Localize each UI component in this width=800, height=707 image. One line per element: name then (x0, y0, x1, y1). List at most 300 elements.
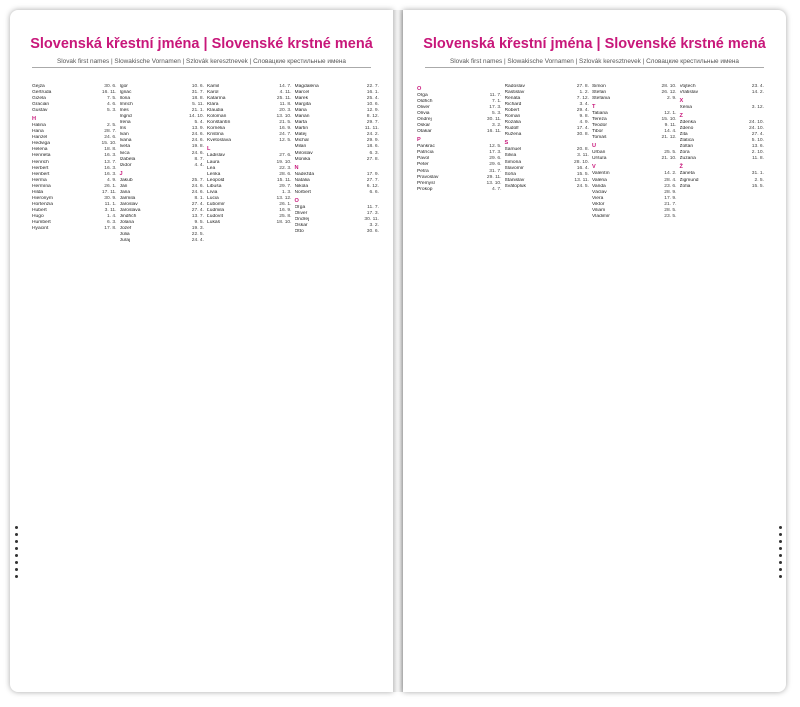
name-day-date: 24. 4. (191, 238, 204, 244)
name-day-date: 1. 3. (281, 189, 292, 195)
name-text: Xénia (679, 105, 693, 111)
name-text: Heribert (32, 171, 50, 177)
binding-hole (15, 568, 18, 571)
name-column (207, 84, 292, 678)
name-day-date: 22. 7. (366, 84, 379, 89)
name-text: Gracián (32, 102, 50, 108)
name-text: Ivan (119, 132, 129, 138)
name-text: Silvia (504, 153, 517, 159)
name-day-date: 3. 2. (369, 222, 379, 228)
letter-heading: Z (679, 113, 683, 120)
name-column (505, 84, 590, 678)
name-text: Igor (119, 84, 128, 89)
name-day-date: 13. 7. (104, 159, 117, 165)
name-text: Nadežda (294, 171, 315, 177)
name-text: Žigmund (679, 177, 699, 183)
binding-hole (15, 533, 18, 536)
name-text: Mária (294, 108, 307, 114)
name-text: Pavol (417, 156, 430, 162)
name-day-date: 24. 10. (749, 120, 764, 126)
name-text: Jarmila (119, 195, 136, 201)
name-text: Ivica (119, 150, 130, 156)
name-text: Viliam (592, 207, 606, 213)
name-text: Izabela (119, 156, 136, 162)
name-day-date: 14. 2. (751, 90, 764, 96)
name-day-date: 11. 8. (279, 102, 292, 108)
name-day-date: 29. 9. (366, 138, 379, 144)
book-spine (393, 10, 403, 692)
name-day-date: 29. 11. (486, 174, 502, 180)
name-text: Viktor (592, 201, 605, 207)
name-text: Zoltán (679, 144, 694, 150)
name-text: Tereza (592, 117, 607, 123)
name-text: Ivana (119, 138, 132, 144)
binding-hole (779, 526, 782, 529)
name-text: Petra (417, 168, 429, 174)
letter-heading: Ž (679, 164, 683, 171)
name-text: Michal (294, 138, 309, 144)
name-text: Kvetoslava (207, 138, 231, 144)
name-row (32, 226, 117, 232)
name-day-date: 13. 6. (751, 144, 764, 150)
name-day-date: 19. 10. (276, 159, 292, 165)
name-day-date: 17. 3. (489, 150, 502, 156)
name-day-date: 29. 6. (489, 162, 502, 168)
binding-hole (15, 526, 18, 529)
name-text: Jozef (119, 226, 132, 232)
name-text: Hugo (32, 213, 44, 219)
name-text: Gertrúda (32, 90, 52, 96)
name-row (680, 184, 765, 190)
name-day-date: 9. 11. (664, 123, 677, 129)
name-day-date: 13. 9. (191, 126, 204, 132)
name-day-date: 24. 7. (279, 132, 292, 138)
name-day-date: 17. 3. (489, 105, 502, 111)
name-text: Gejza (32, 84, 45, 89)
letter-heading: H (32, 116, 37, 123)
name-text: Zdenka (679, 120, 696, 126)
name-row (592, 135, 677, 141)
name-text: Konštantín (207, 120, 231, 126)
name-day-date: 11. 7. (489, 93, 502, 98)
name-day-date: 13. 11. (574, 177, 589, 183)
name-text: Laura (207, 159, 220, 165)
name-text: Monika (294, 156, 311, 162)
name-row (505, 184, 590, 190)
name-row (295, 157, 380, 163)
name-text: Pankrác (417, 144, 435, 150)
name-text: Hubert (32, 207, 47, 213)
name-row (207, 138, 292, 144)
name-text: Klaudia (207, 108, 224, 114)
name-text: Patrícia (417, 150, 434, 156)
name-day-date: 27. 8. (366, 156, 379, 162)
binding-hole (15, 540, 18, 543)
right-page (403, 10, 786, 692)
name-day-date: 19. 3. (191, 226, 204, 232)
name-text: Simona (504, 159, 522, 165)
name-day-date: 1. 4. (106, 213, 117, 219)
name-text: Hyacint (32, 226, 49, 232)
name-text: Ilona (119, 96, 131, 102)
name-day-date: 30. 6. (366, 228, 379, 234)
name-row (592, 214, 677, 220)
name-text: Žofia (679, 183, 691, 189)
name-text: Oľga (417, 93, 428, 98)
binding-hole (779, 568, 782, 571)
name-day-date: 28. 10. (574, 159, 589, 165)
name-day-date: 21. 12. (661, 135, 677, 141)
name-day-date: 28. 10. (661, 84, 677, 89)
name-day-date: 8. 7. (194, 156, 204, 162)
name-text: Herma (32, 177, 47, 183)
name-day-date: 9. 8. (579, 114, 589, 120)
name-day-date: 28. 5. (664, 207, 677, 213)
name-day-date: 14. 10. (189, 114, 204, 120)
letter-heading: S (504, 140, 509, 147)
name-day-date: 12. 1. (664, 111, 677, 117)
name-day-date: 17. 8. (104, 226, 117, 232)
name-text: Štefan (592, 90, 607, 96)
left-page (10, 10, 393, 692)
name-day-date: 8. 12. (366, 114, 379, 120)
name-day-date: 23. 5. (664, 213, 677, 219)
name-text: Oľga (294, 204, 306, 210)
name-column (680, 84, 765, 678)
name-day-date: 15. 5. (576, 171, 589, 177)
name-text: Pravoslav (417, 174, 439, 180)
name-text: Hilda (32, 189, 44, 195)
name-text: Leopold (207, 177, 225, 183)
name-day-date: 2. 5. (106, 123, 117, 129)
name-day-date: 29. 4. (576, 108, 589, 114)
name-column (417, 84, 502, 678)
name-day-date: 17. 11. (101, 189, 117, 195)
name-day-date: 31. 1. (751, 171, 764, 177)
binding-hole (15, 561, 18, 564)
letter-heading: L (207, 146, 211, 153)
name-text: Henrieta (32, 153, 51, 159)
name-text: Inés (119, 108, 129, 114)
name-day-date: 13. 7. (191, 213, 204, 219)
letter-heading: O (294, 197, 299, 204)
name-day-date: 18. 10. (276, 219, 292, 225)
name-day-date: 24. 5. (576, 183, 589, 189)
name-day-date: 23. 6. (664, 183, 677, 189)
name-text: Izidor (119, 162, 132, 168)
name-text: Katarína (207, 96, 226, 102)
name-day-date: 18. 8. (191, 96, 204, 102)
name-text: Vojtech (679, 84, 696, 89)
name-text: Ignác (119, 90, 132, 96)
name-text: Štefánia (592, 96, 610, 102)
name-row (417, 187, 502, 193)
name-text: Zora (679, 150, 690, 156)
name-text: Koloman (207, 114, 227, 120)
name-text: Jaroslava (119, 207, 141, 213)
name-text: Martin (294, 126, 309, 132)
name-day-date: 4. 9. (579, 120, 589, 126)
page-subtitle: Slovak first names | Slowakische Vornamen | Szlovák keresztnevek | Словацкие крестильные имена (32, 58, 371, 68)
name-day-date: 28. 9. (664, 189, 677, 195)
name-day-date: 28. 7. (104, 129, 117, 135)
binding-holes (776, 522, 784, 582)
name-text: Milan (294, 144, 307, 150)
name-text: Jindřich (119, 213, 137, 219)
letter-heading: N (294, 164, 299, 171)
name-day-date: 15. 5. (751, 183, 764, 189)
name-row (680, 90, 765, 96)
name-day-date: 2. 9. (666, 96, 677, 102)
name-day-date: 16. 11. (486, 129, 502, 135)
name-text: Marcel (294, 90, 310, 96)
name-day-date: 15. 11. (276, 177, 292, 183)
name-row (592, 96, 677, 102)
name-day-date: 17. 9. (366, 171, 379, 177)
name-text: Ondrej (417, 117, 432, 123)
name-day-date: 30. 8. (576, 132, 589, 138)
name-row (680, 156, 765, 162)
name-text: Otakar (417, 129, 432, 135)
name-day-date: 5. 3. (491, 111, 502, 117)
name-day-date: 24. 2. (366, 132, 379, 138)
name-text: Hieronym (32, 195, 53, 201)
name-day-date: 26. 12. (661, 90, 677, 96)
name-day-date: 24. 6. (191, 189, 204, 195)
name-text: Renáta (504, 96, 521, 102)
name-text: Oskar (417, 123, 431, 129)
name-day-date: 25. 5. (664, 150, 677, 156)
name-text: Oliver (417, 105, 430, 111)
name-day-date: 10. 6. (366, 102, 379, 108)
name-text: Samuel (504, 147, 522, 153)
name-column (120, 84, 205, 678)
name-day-date: 21. 5. (279, 120, 292, 126)
binding-hole (779, 540, 782, 543)
name-text: Imrich (119, 102, 133, 108)
name-text: Natália (294, 177, 310, 183)
name-day-date: 18. 8. (104, 147, 117, 153)
name-day-date: 16. 1. (366, 90, 379, 96)
name-text: Peter (417, 162, 429, 168)
name-text: Ľubomír (207, 201, 225, 207)
name-day-date: 17. 3. (366, 210, 379, 216)
name-text: Margita (294, 102, 311, 108)
letter-heading: T (592, 104, 596, 111)
name-day-date: 16. 3. (104, 171, 117, 177)
name-day-date: 6. 6. (369, 189, 379, 195)
name-day-date: 17. 9. (664, 195, 677, 201)
name-text: Humbert (32, 219, 51, 225)
name-text: Kamil (207, 84, 220, 89)
name-text: Václav (592, 189, 607, 195)
name-text: Lenka (207, 171, 221, 177)
name-text: Kristína (207, 132, 224, 138)
name-text: Helena (32, 147, 48, 153)
name-day-date: 2. 10. (751, 150, 764, 156)
name-day-date: 9. 5. (194, 219, 204, 225)
name-text: Hana (32, 129, 44, 135)
name-day-date: 31. 7. (191, 90, 204, 96)
name-day-date: 13. 10. (486, 180, 502, 186)
name-day-date: 3. 2. (491, 123, 502, 129)
name-columns (32, 84, 379, 678)
name-text: Oldřich (417, 99, 433, 105)
name-text: Richard (504, 102, 522, 108)
name-text: Norbert (294, 189, 311, 195)
name-day-date: 14. 7. (279, 84, 292, 89)
name-text: Ľudmila (207, 207, 225, 213)
name-day-date: 25. 4. (366, 96, 379, 102)
name-text: Matej (294, 132, 307, 138)
binding-hole (779, 533, 782, 536)
name-day-date: 30. 11. (364, 216, 379, 222)
name-day-date: 29. 7. (366, 120, 379, 126)
name-day-date: 4. 9. (106, 177, 117, 183)
binding-hole (15, 554, 18, 557)
name-day-date: 28. 4. (664, 177, 677, 183)
name-column (592, 84, 677, 678)
name-text: Ružena (504, 132, 522, 138)
name-text: Vanda (592, 183, 606, 189)
name-day-date: 12. 9. (366, 108, 379, 114)
name-text: Irena (119, 120, 131, 126)
name-row (32, 108, 117, 114)
name-text: Jaroslav (119, 201, 138, 207)
name-day-date: 3. 4. (579, 102, 589, 108)
name-day-date: 16. 4. (576, 165, 589, 171)
name-text: Vratislav (679, 90, 699, 96)
name-day-date: 3. 12. (751, 105, 764, 111)
name-day-date: 24. 6. (191, 132, 204, 138)
name-text: Ingrid (119, 114, 132, 120)
name-day-date: 11. 1. (104, 201, 117, 207)
name-day-date: 5. 3. (106, 108, 117, 114)
name-day-date: 6. 3. (106, 219, 117, 225)
name-text: Jakub (119, 177, 133, 183)
letter-heading: X (679, 98, 684, 105)
name-day-date: 16. 9. (279, 207, 292, 213)
name-text: Gizela (32, 96, 46, 102)
name-day-date: 3. 11. (104, 207, 117, 213)
name-text: Prokop (417, 186, 433, 192)
name-day-date: 29. 7. (279, 183, 292, 189)
name-day-date: 30. 11. (486, 117, 502, 123)
name-day-date: 3. 11. (577, 153, 589, 159)
name-text: Juraj (119, 238, 131, 244)
name-day-date: 27. 8. (576, 84, 589, 89)
name-text: Halina (32, 123, 46, 129)
page-title: Slovenská křestní jména | Slovenské krstné mená (423, 36, 766, 52)
letter-heading: J (119, 170, 123, 177)
name-day-date: 27. 7. (366, 177, 379, 183)
name-day-date: 25. 7. (191, 177, 204, 183)
name-day-date: 24. 6. (191, 138, 204, 144)
name-day-date: 4. 4. (194, 162, 204, 168)
binding-hole (779, 561, 782, 564)
name-text: Radoslav (504, 84, 525, 89)
name-column (295, 84, 380, 678)
name-day-date: 13. 10. (276, 114, 292, 120)
name-day-date: 24. 6. (191, 150, 204, 156)
name-day-date: 6. 12. (366, 183, 379, 189)
name-text: Otto (294, 228, 304, 234)
name-text: Žaneta (679, 171, 695, 177)
name-text: Viera (592, 195, 604, 201)
name-text: Zuzana (679, 156, 696, 162)
binding-holes (12, 522, 20, 582)
name-text: Urban (592, 150, 606, 156)
name-text: Karol (207, 90, 219, 96)
page-title: Slovenská křestní jména | Slovenské krstné mená (30, 36, 373, 52)
name-row (120, 163, 205, 169)
name-text: Robert (504, 108, 520, 114)
name-text: Ladislav (207, 153, 225, 159)
name-day-date: 27. 4. (191, 207, 204, 213)
name-day-date: 21. 10. (661, 156, 677, 162)
name-day-date: 20. 3. (279, 108, 292, 114)
page-subtitle: Slovak first names | Slowakische Vornamen | Szlovák keresztnevek | Словацкие крестильные имена (425, 58, 764, 68)
name-day-date: 17. 4. (576, 126, 589, 132)
name-day-date: 2. 5. (754, 177, 764, 183)
name-text: Magdaléna (294, 84, 319, 89)
name-day-date: 8. 1. (194, 195, 204, 201)
name-text: Marta (294, 120, 308, 126)
name-day-date: 13. 12. (276, 195, 292, 201)
name-day-date: 25. 11. (276, 96, 292, 102)
name-day-date: 22. 5. (191, 232, 204, 238)
name-text: Rudolf (504, 126, 519, 132)
name-text: Hanzel (32, 135, 48, 141)
name-day-date: 22. 3. (279, 165, 292, 171)
name-text: Rastislav (504, 90, 525, 96)
name-day-date: 19. 8. (191, 144, 204, 150)
name-text: Klára (207, 102, 219, 108)
name-day-date: 29. 6. (489, 156, 502, 162)
name-text: Soňa (504, 171, 516, 177)
name-text: Tatiana (592, 111, 608, 117)
name-text: Marek (294, 96, 309, 102)
name-day-date: 27. 4. (191, 201, 204, 207)
name-row (680, 105, 765, 111)
name-day-date: 4. 7. (491, 186, 502, 192)
name-text: Teodor (592, 123, 607, 129)
name-text: Nikola (294, 183, 309, 189)
name-text: Iveta (119, 144, 131, 150)
name-day-date: 12. 5. (279, 138, 292, 144)
name-text: Tomáš (592, 135, 607, 141)
name-text: Vladimír (592, 213, 610, 219)
name-row (120, 238, 205, 244)
name-column (32, 84, 117, 678)
name-day-date: 26. 1. (279, 201, 292, 207)
name-columns (417, 84, 764, 678)
name-day-date: 24. 6. (104, 135, 117, 141)
name-day-date: 14. 4. (664, 129, 677, 135)
name-day-date: 7. 5. (106, 96, 117, 102)
binding-hole (779, 547, 782, 550)
name-day-date: 21. 7. (664, 201, 677, 207)
name-day-date: 27. 4. (751, 132, 764, 138)
name-row (592, 156, 677, 162)
name-text: Ján (119, 183, 128, 189)
name-day-date: 4. 6. (106, 102, 117, 108)
name-text: Přemysl (417, 180, 435, 186)
name-row (295, 190, 380, 196)
name-text: Henrich (32, 159, 49, 165)
name-text: Stanislav (504, 177, 525, 183)
name-day-date: 25. 8. (279, 213, 292, 219)
